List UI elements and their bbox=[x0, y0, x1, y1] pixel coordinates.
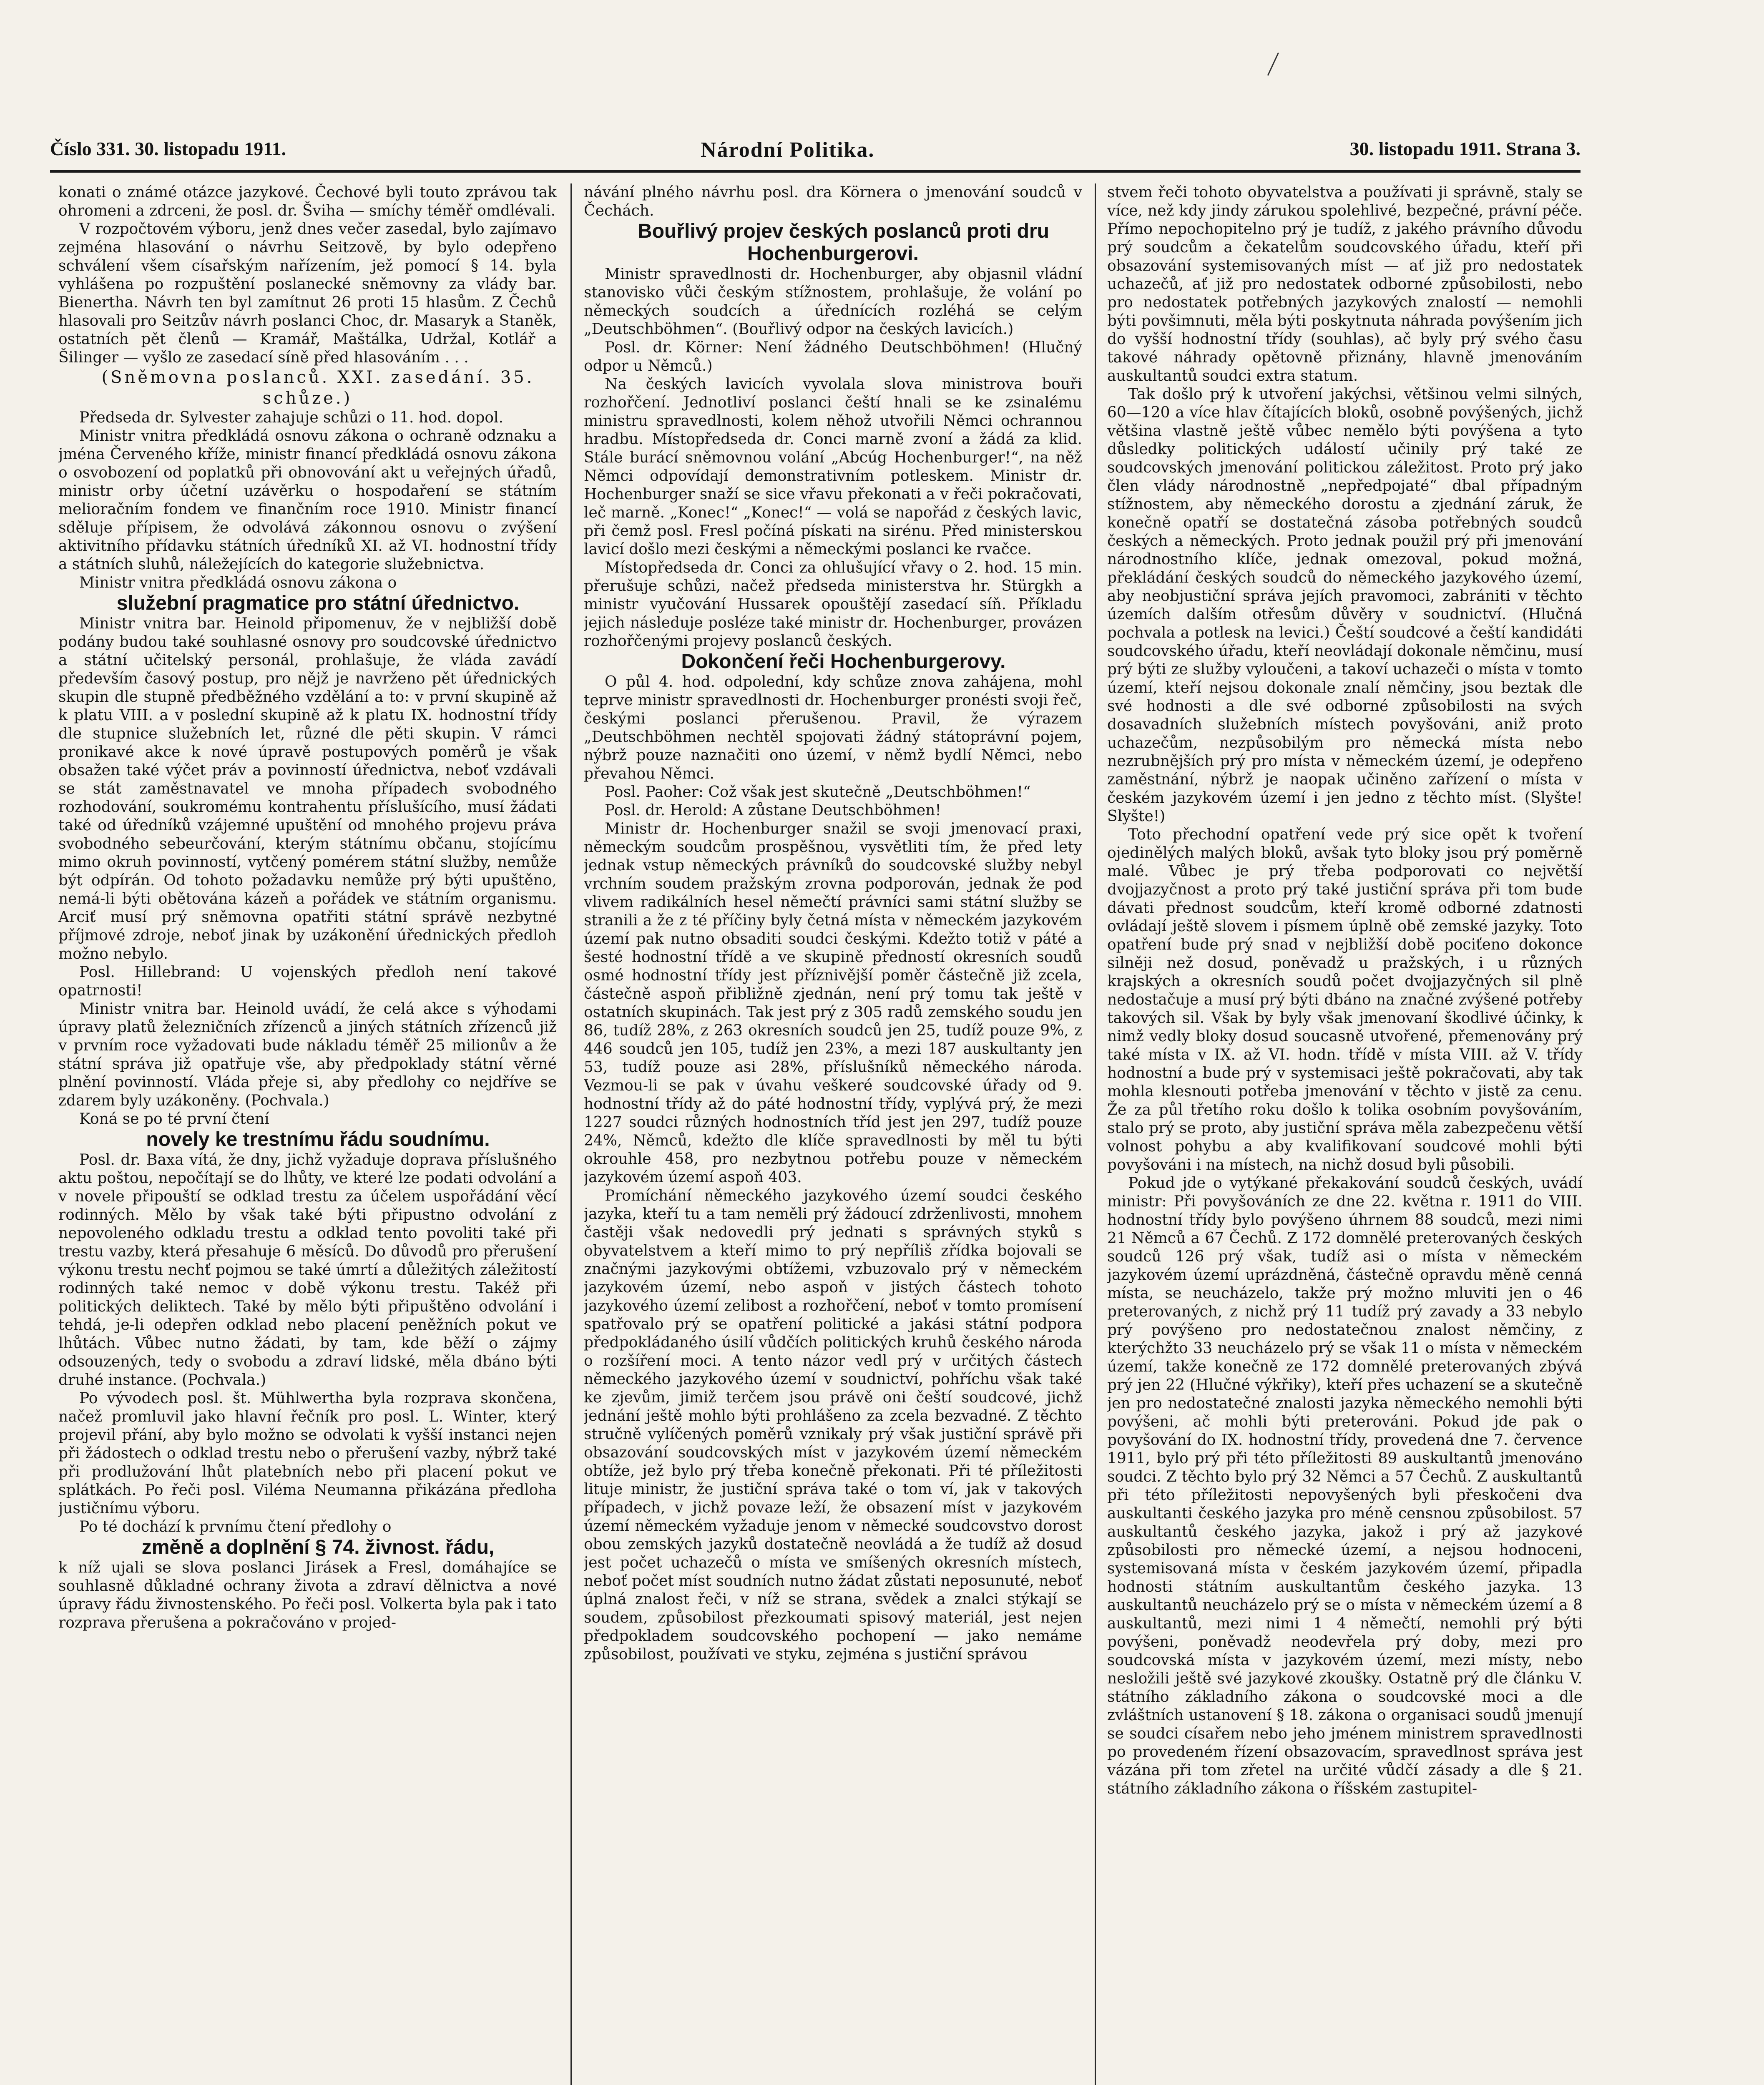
paragraph: Předseda dr. Sylvester zahajuje schůzi o 11. hod. dopol. bbox=[79, 409, 504, 426]
header-rule bbox=[50, 170, 1581, 173]
paragraph: k níž ujali se slova poslanci Jirásek a Fresl, domáhajíce se souhlasně důkladné ochrany života a zdraví dělnictva a nové úpravy řádu živnostenského. Po řeči posl. Volkerta byla pak i tato rozprava přerušena a pokračováno v projed- bbox=[58, 1559, 557, 1631]
column-1 bbox=[58, 183, 557, 2085]
paragraph: Posl. dr. Herold: A zůstane Deutschböhmen! bbox=[605, 802, 941, 819]
column-rule-2 bbox=[1095, 183, 1096, 2085]
paragraph: O půl 4. hod. odpolední, kdy schůze znova zahájena, mohl teprve ministr spravedlnosti dr. Hochenburger pronésti svoji řeč, českými poslanci přerušenou. Pravil, že výrazem „Deutschböhmen nechtěl spojovati žádný státoprávní pojem, nýbrž pouze naznačiti ono území, v němž bydlí Němci, nebo převahou Němci. bbox=[584, 673, 1082, 782]
issue-number: Číslo 331. 30. listopadu 1911. bbox=[50, 138, 286, 159]
section-heading: novely ke trestnímu řádu soudnímu. bbox=[146, 1128, 490, 1151]
newspaper-title: Národní Politika. bbox=[701, 138, 875, 162]
session-heading: (Sněmovna poslanců. XXI. zasedání. 35. schůze.) bbox=[101, 368, 535, 408]
section-heading: Dokončení řeči Hochenburgerovy. bbox=[681, 651, 1006, 673]
paragraph: Ministr vnitra předkládá osnovu zákona o ochraně odznaku a jména Červeného kříže, ministr financí předkládá osnovu zákona o osvobození od poplatků při obnovování akt u veřejných úřadů, ministr orby účetní uzávěrku o hospodaření se státním melioračním fondem ve finančním roce 1910. Ministr financí sděluje přípisem, že odvolává zákonnou osnovu o zvýšení aktivitního přídavku státních úředníků XI. až VI. hodnostní třídy a státních sluhů, náležejících do kategorie služebnictva. bbox=[58, 427, 557, 573]
paragraph: Ministr vnitra bar. Heinold uvádí, že celá akce s výhodami úpravy platů železničních zřízenců a jiných státních zřízenců již v prvním roce vyžadovati bude nákladu téměř 25 milionův a že státní správa již opatřuje vše, aby předpoklady státní věrné plnění povinností. Vláda přeje si, aby předlohy co nejdříve se zdarem byly uzákoněny. (Pochvala.) bbox=[58, 1000, 557, 1109]
paragraph: Toto přechodní opatření vede prý sice opět k tvoření ojedinělých malých bloků, avšak tyto bloky jsou prý poměrně malé. Vůbec je prý třeba podporovati co největší dvojjazyčnost a proto prý také justiční správa při tom bude dávati přednost soudcům, kteří kromě odborné zdatnosti ovládají ještě slovem i písmem úplně obě zemské jazyky. Toto opatření bude prý snad v nejbližší době pociťeno dokonce silněji než dosud, poněvadž u pražských, i u různých krajských a okresních soudů počet dvojjazyčných sil plně nedostačuje a musí prý býti dbáno na značné zvýšené potřeby takových sil. Však by byly však jmenovaní škodlivé účinky, k nimž vedly bloky dosud soucasně utvořené, přemenovány prý také místa v IX. až VI. hodn. třídě v místa VIII. až V. třídy hodnostní a bude prý v systemisaci ještě pokračovati, aby tak mohla klesnouti potřeba jmenování v těchto v jistě za cenu. Že za půl třetího roku došlo k tolika osobním povyšováním, stalo prý se proto, aby justiční správa měla zabezpečenu větší volnost pohybu a aby kvalifikovaní soudcové mohli býti povyšováni i na místech, na nichž dosud byli působili. bbox=[1107, 826, 1583, 1173]
paragraph: Tak došlo prý k utvoření jakýchsi, většinou velmi silných, 60—120 a více hlav čítajících bloků, osobně povýšených, jichž většina vlastně ještě vůbec nemělo býti povýšena a tyto důsledky politických událostí učinily prý také ze soudcovských jmenování politickou záležitost. Proto prý jako člen vlády národnostně „nepředpojaté“ dbal případným stížnostem, aby německého dorostu a zjednání záruk, že konečně opatří se dostatečná zásoba potřebných soudců českých a německých. Proto jednak použil prý při jmenování národnostního klíče, jednak omezoval, pokud možná, překládání českých soudců do německého jazykového území, aby neobjustiční správa jejích pravomoci, zabrániti v těchto územích dalším otřesům důvěry v soudnictví. (Hlučná pochvala a potlesk na levici.) Čeští soudcové a čeští kandidáti soudcovského úřadu, kteří neovládají dokonale němčinu, musí prý býti ze služby vyloučeni, a takoví uchazeči o místa v tomto území, kteří nejsou dokonale znalí němčiny, jsou beztak dle své hodnosti a dle své odborné způsobilosti na svých dosavadních služebních místech povyšováni, aniž proto uchazečům, nezpůsobilým pro německá místa nebo nezrubnějších prý pro místa v německém území, je odepřeno zaměstnání, nýbrž je naopak učiněno zařízení o místa v českém jazykovém území i jen jedno z těchto míst. (Slyšte! Slyšte!) bbox=[1107, 386, 1583, 825]
paragraph: konati o známé otázce jazykové. Čechové byli touto zprávou tak ohromeni a zdrceni, že posl. dr. Šviha — smíchy téměř omdlévali. bbox=[58, 184, 557, 219]
section-heading: Bouřlivý projev českých poslanců proti dru Hochenburgerovi. bbox=[638, 220, 1049, 265]
paragraph: Na českých lavicích vyvolala slova ministrova bouři rozhořčení. Jednotliví poslanci čeští hnali se ke zsinalému ministru spravedlnosti, kolem něhož utvořili Němci ochrannou hradbu. Místopředseda dr. Conci marně zvoní a žádá za klid. Stále burácí sněmovnou volání „Abcúg Hochenburger!“, na něž Němci odpovídají demonstrativním potleskem. Ministr dr. Hochenburger snaží se sice vřavu překonati a v řeči pokračovati, leč marně. „Konec!“ „Konec!“ — volá se napořád z českých lavic, při čemž posl. Fresl počíná pískati na sirénu. Před ministerskou lavicí došlo mezi českými a německými poslanci ke rvačce. bbox=[584, 376, 1082, 558]
paragraph: Ministr dr. Hochenburger snažil se svoji jmenovací praxi, německým soudcům prospěšnou, vysvětliti tím, že před lety jednak vstup německých právníků do soudcovské služby nebyl vrchním soudem pražským zrovna podporován, jednak že pod vlivem radikálních hesel němečtí právníci sami státní služby se stranili a že z té příčiny byly četná místa v německém jazykovém území pak nutno obsaditi soudci českými. Kdežto totiž v páté a šesté hodnostní třídě a ve skupině předností okresních soudů osmé hodnostní třídy jest příznivější poměr částečně již zcela, částečně aspoň přibližně zjednán, není prý tomu tak ještě v ostatních skupinách. Tak jest prý z 305 radů zemského soudu jen 86, tudíž 28%, z 263 okresních soudců jen 25, tudíž pouze 9%, z 446 soudců jen 105, tudíž jen 23%, a mezi 187 auskultanty jen 53, tudíž pouze asi 28%, příslušníků německého národa. Vezmou-li se pak v úvahu veškeré soudcovské úřady od 9. hodnostní třídy až do páté hodnostní třídy, vyplývá prý, že mezi 1227 soudci různých hodnostních tříd jest jen 297, tudíž pouze 24%, Němců, kdežto dle klíče spravedlnosti by měl tu býti okrouhle 458, pro nezbytnou potřebu pouze v německém jazykovém území aspoň 403. bbox=[584, 820, 1082, 1186]
paragraph: Pokud jde o vytýkané překakování soudců českých, uvádí ministr: Při povyšováních ze dne 22. května r. 1911 do VIII. hodnostní třídy bylo povýšeno úhrnem 88 soudců, mezi nimi 21 Němců a 67 Čechů. Z 172 domnělé preterovaných českých soudců 126 prý však, tudíž asi o místa v německém jazykovém území uprázdněná, částečně opravdu měně cenná místa, se neucházelo, takže prý možno mluviti jen o 46 preterovaných, z nichž prý 11 tudíž prý zavady a 33 nebylo prý povýšeno pro nedostatečnou znalost němčiny, z kterýchžto 33 neucházelo prý se však 11 o místa v německém území, takže konečně ze 172 domnělé preterovaných zbývá prý jen 22 (Hlučné výkřiky), kteří přes uchazení se a skutečně jen pro nedostatečné znalosti jazyka německého nemohli býti povýšeni, ač mohli býti preterováni. Pokud jde pak o povyšování do IX. hodnostní třídy, provedená dne 7. července 1911, bylo prý při této příležitosti 89 auskultantů jmenováno soudci. Z těchto bylo prý 32 Němci a 57 Čechů. Z auskultantů při této příležitosti nepovyšených byli přeskočeni dva auskultanti českého jazyka pro méně censnou způsobilost. 57 auskultantů českého jazyka, jakož i prý až jazykové způsobilosti pro německé území, a nejsou hodnoceni, systemisovaná místa v českém jazykovém území, připadla hodnosti státním auskultantům českého jazyka. 13 auskultantů neucházelo prý se o místa v německém území a 8 auskultantů, mezi nimi 1 4 němečtí, nemohli prý býti povýšeni, poněvadž neodevřela prý doby, mezi pro soudcovská místa v jazykovém území, mezi místy, nebo nesložili ještě své jazykové zkoušky. Ostatně prý dle článku V. státního základního zákona o soudcovské moci a dle zvláštních ustanovení § 18. zákona o organisaci soudů jmenují se soudci císařem nebo jeho jménem ministrem spravedlnosti po provedeném řízení obsazovacím, spravedlnost správa jest vázána při tom zřetel na určité vůdčí zásady a dle § 21. státního základního zákona o říšském zastupitel- bbox=[1107, 1175, 1583, 1797]
paragraph: Ministr spravedlnosti dr. Hochenburger, aby objasnil vládní stanovisko vůči českým stížnostem, prohlašuje, že volání po německých soudcích a úřednících rozléhá se celým „Deutschböhmen“. (Bouřlivý odpor na českých lavicích.) bbox=[584, 266, 1082, 338]
paragraph: Po vývodech posl. št. Mühlwertha byla rozprava skončena, načež promluvil jako hlavní řečník pro posl. L. Winter, který projevil přání, aby bylo možno se odvolati k vyšší instanci nejen při žádostech o odklad trestu nebo o přerušení vazby, nýbrž také při prodlužování lhůt platebních nebo při placení pokut ve splátkách. Po řeči posl. Viléma Neumanna přikázána předloha justičnímu výboru. bbox=[58, 1390, 557, 1517]
date-page: 30. listopadu 1911. Strana 3. bbox=[1349, 138, 1581, 159]
pencil-mark bbox=[1267, 53, 1290, 81]
section-heading: změně a doplnění § 74. živnost. řádu, bbox=[141, 1536, 495, 1558]
column-rule-1 bbox=[570, 183, 572, 2085]
paragraph: Místopředseda dr. Conci za ohlušující vřavy o 2. hod. 15 min. přerušuje schůzi, načež předseda ministerstva hr. Stürgkh a ministr vyučování Hussarek opouštějí zasedací síň. Příkladu jejich následuje posléze také ministr dr. Hochenburger, provázen rozhořčenými projevy poslanců českých. bbox=[584, 559, 1082, 650]
paragraph: Koná se po té první čtení bbox=[79, 1110, 269, 1128]
paragraph: V rozpočtovém výboru, jenž dnes večer zasedal, bylo zajímavo zejména hlasování o návrhu Seitzově, by bylo odepřeno schválení všem císařským nařízením, jež pomocí § 14. byla vyhlášena po rozpuštění poslanecké sněmovny za vlády bar. Bienertha. Návrh ten byl zamítnut 26 proti 15 hlasům. Z Čechů hlasovali pro Seitzův návrh poslanci Choc, dr. Masaryk a Staněk, ostatních pět členů — Kramář, Maštálka, Udržal, Kotlář a Šilinger — vyšlo ze zasedací síně před hlasováním . . . bbox=[58, 221, 557, 366]
paragraph: stvem řeči tohoto obyvatelstva a používati ji správně, staly se více, než kdy jindy zárukou spolehlivé, bezpečné, právní péče. Přímo nepochopitelno prý je tudíž, z jakého právního důvodu prý soudcům a čekatelům soudcovského úřadu, kteří při obsazování systemisovaných míst — ať již pro nedostatek uchazečů, ať již pro nedostatek odborné způsobilosti, nebo pro nedostatek potřebných jazykových znalostí — nemohli býti povšimnuti, měla býti poskytnuta náhrada povýšením jich do vyšší hodnostní třídy (souhlas), ač byly prý svého času takové náhrady opětovně přiznány, hlavně jmenováním auskultantů soudci extra statum. bbox=[1107, 184, 1583, 384]
paragraph: Posl. dr. Körner: Není žádného Deutschböhmen! (Hlučný odpor u Němců.) bbox=[584, 339, 1082, 374]
paragraph: návání plného návrhu posl. dra Körnera o jmenování soudců v Čechách. bbox=[584, 184, 1082, 219]
paragraph: Po té dochází k prvnímu čtení předlohy o bbox=[79, 1518, 392, 1535]
paragraph: Posl. Paoher: Což však jest skutečně „Deutschböhmen!“ bbox=[605, 784, 1031, 801]
paragraph: Posl. Hillebrand: U vojenských předloh není takové opatrnosti! bbox=[58, 964, 557, 999]
paragraph: Promíchání německého jazykového území soudci českého jazyka, kteří tu a tam neměli prý žádoucí zdrženlivosti, mnohem častěji však nedovedli prý jednati s správných styků s obyvatelstvem a kteří mimo to prý nepříliš zřídka bojovali se značnými jazykovými obtížemi, vzbuzovalo prý v německém jazykovém území, nebo aspoň v jistých částech tohoto jazykového území zelibost a rozhořčení, neboť v tomto promísení spatřovalo prý se opatření politické a jakási státní podpora předpokládaného úsilí vůdčích politických kruhů českého národa o rozšíření moci. A tento názor vedl prý v určitých částech německého jazykového území v soudnictví, pohříchu však také ke zjevům, jimiž terčem jsou právě oni čeští soudcové, jichž jednání ještě mohlo býti prohlášeno za zcela bezvadné. Z těchto stručně vylíčených poměrů vznikaly prý však justiční správě při obsazování soudcovských míst v jazykovém území německém obtíže, jež bylo prý třeba konečně překonati. Při té příležitosti lituje ministr, že justiční správa také o tom ví, jak v takových případech, v jichž povaze leží, že obsazení míst v jazykovém území německém vyžaduje jenom v německé soudcovstvo dorost obou zemských jazyků dostatečně neovládá a že tudíž až dosud jest počet uchazečů o místa ve smíšených okresních místech, neboť počet míst soudních nutno žádat zůstati neposunuté, neboť úplná znalost řeči, v níž se strana, svědek a znalci stýkají se soudem, způsobilost přezkoumati spisový materiál, jest nejen předpokladem soudcovského pochopení — jako nemáme způsobilost, používati ve styku, zejména s justiční správou bbox=[584, 1187, 1082, 1663]
section-heading: služební pragmatice pro státní úřednictvo. bbox=[116, 592, 520, 614]
column-2 bbox=[584, 183, 1082, 2085]
masthead bbox=[50, 138, 1581, 167]
paragraph: Ministr vnitra předkládá osnovu zákona o bbox=[79, 574, 397, 591]
column-3 bbox=[1107, 183, 1583, 2085]
paragraph: Ministr vnitra bar. Heinold připomenuv, že v nejbližší době podány budou také souhlasné osnovy pro soudcovské úřednictvo a státní učitelský personál, prohlašuje, že vláda zavádí především časový postup, pro nějž je navrženo pět úřednických skupin dle stupně předběžného vzdělání a to: v první skupině až k platu VIII. a v poslední skupině až k platu IX. hodnostní třídy dle stupnice služebních let, různé dle pěti skupin. V rámci pronikavé akce k nové úpravě postupových poměrů je však obsažen také výčet práv a povinností úřednictva, neboť vzdávali se stát zaměstnavatel ve mnoha případech svobodného rozhodování, soukromému kontrahentu příslušícího, musí žádati také od úředníků vzájemné upuštění od mnohého projevu práva svobodného sebeurčování, kterým státnímu občanu, stojícímu mimo okruh povinností, vytčený pomérem státní služby, nemůže být odpírán. Od tohoto požadavku nemůže prý býti upuštěno, nemá-li býti obětována kázeň a pořádek ve státním organismu. Arciť musí prý sněmovna opatřiti státní správě nezbytné příjmové zdroje, neboť jinak by uzákonění úřednických předloh možno nebylo. bbox=[58, 615, 557, 962]
paragraph: Posl. dr. Baxa vítá, že dny, jichž vyžaduje doprava příslušného aktu poštou, nepočítají se do lhůty, ve které lze podati odvolání a v novele připouští se odklad trestu za účelem uspořádání věcí rodinných. Mělo by však také býti připustno odvolání z nepovoleného odkladu trestu a odklad tento povoliti také při trestu vazby, která přesahuje 6 měsíců. Do důvodů pro přerušení výkonu trestu nechť pojmou se také úmrtí a důležitých záležitostí rodinných také nemoc v době výkonu trestu. Takéž při politických deliktech. Také by mělo býti připuštěno odvolání i tehdá, je-li odepřen odklad nebo placení peněžních pokut ve lhůtách. Vůbec nutno žádati, by tam, kde běží o zájmy odsouzených, tedy o svobodu a zdraví lidské, měla dbáno býti druhé instance. (Pochvala.) bbox=[58, 1151, 557, 1389]
